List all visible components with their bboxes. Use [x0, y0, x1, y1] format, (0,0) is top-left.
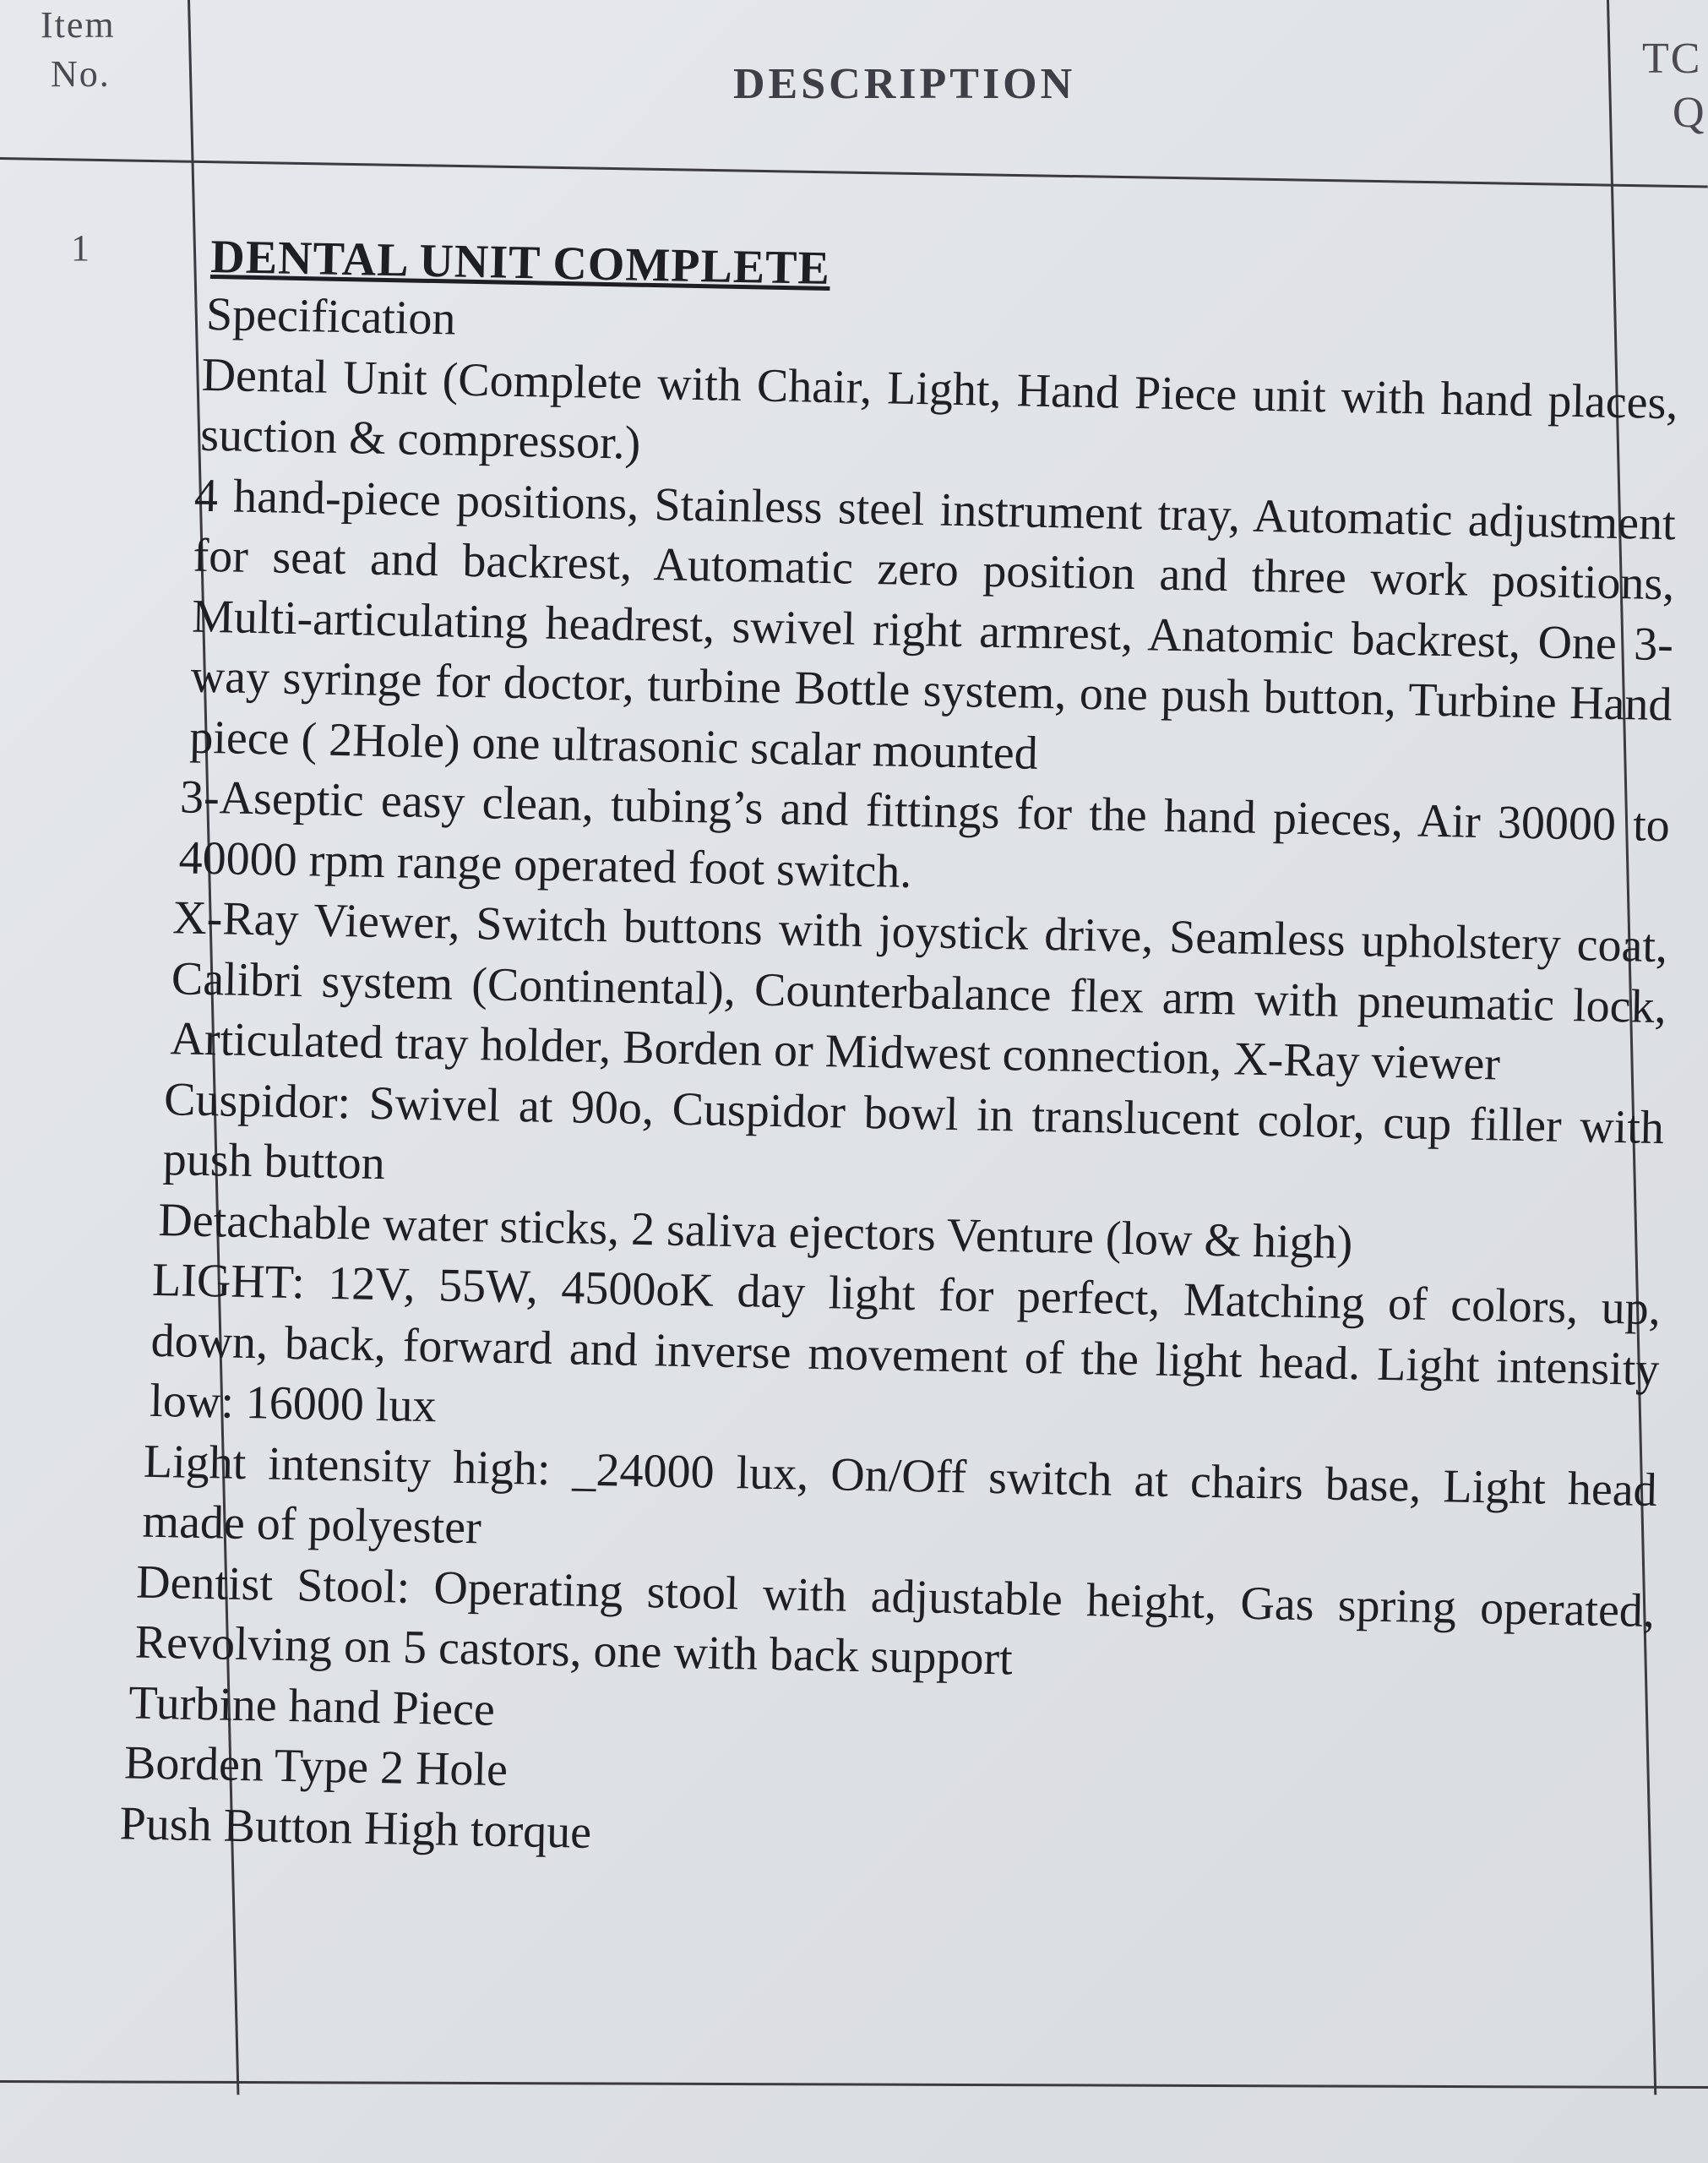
spec-paragraph-x-ray-viewer: X-Ray Viewer, Switch buttons with joystick drive, Seamless upholstery coat, Calibri system (Continental), Counterbalance flex arm with pneumatic lock, Articulated tray holder, Borden or Midwest connection, X-Ray viewer: [169, 891, 1668, 1091]
item-no-header-line1: Item: [41, 4, 116, 46]
spec-paragraph-light: LIGHT: 12V, 55W, 4500oK day light for perfect, Matching of colors, up, down, back, forward and inverse movement of the light head. Light intensity low: 16000 lux: [149, 1253, 1662, 1433]
spec-paragraph-borden-type: Borden Type 2 Hole: [123, 1736, 509, 1797]
item-number: 1: [71, 227, 90, 269]
spec-paragraph-dental-unit: Dental Unit (Complete with Chair, Light, Hand Piece unit with hand places, suction & compressor.): [199, 348, 1678, 470]
specification-heading: Specification: [205, 287, 457, 346]
spec-paragraph-aseptic: 3-Aseptic easy clean, tubing’s and fittings for the hand pieces, Air 30000 to 40000 rpm range operated foot switch.: [178, 771, 1671, 898]
spec-paragraph-detachable-water-sticks: Detachable water sticks, 2 saliva ejectors Venture (low & high): [157, 1193, 1353, 1269]
row-bottom-rule: [0, 2080, 1708, 2089]
spec-paragraph-push-button: Push Button High torque: [119, 1796, 592, 1859]
header-bottom-rule: [0, 157, 1708, 188]
description-cell: [119, 228, 1681, 1883]
spec-paragraph-light-intensity-high: Light intensity high: _24000 lux, On/Off switch at chairs base, Light head made of polyester: [142, 1435, 1658, 1555]
spec-paragraph-hand-piece-positions: 4 hand-piece positions, Stainless steel instrument tray, Automatic adjustment for seat and backrest, Automatic zero position and three work positions, Multi-articulating headrest, swivel right armrest, Anatomic backrest, One 3-way syringe for doctor, turbine Bottle system, one push button, Turbine Hand piece ( 2Hole) one ultrasonic scalar mounted: [188, 469, 1677, 780]
spec-paragraph-turbine-hand-piece: Turbine hand Piece: [128, 1675, 496, 1736]
description-header: DESCRIPTION: [733, 60, 1076, 108]
item-no-header-line2: No.: [51, 53, 111, 95]
right-column-header-line2: Q: [1673, 89, 1706, 137]
spec-paragraph-cuspidor: Cuspidor: Swivel at 90o, Cuspidor bowl in translucent color, cup filler with push button: [162, 1072, 1665, 1190]
spec-paragraph-dentist-stool: Dentist Stool: Operating stool with adjustable height, Gas spring operated, Revolving on 5 castors, one with back support: [134, 1556, 1656, 1686]
item-title: DENTAL UNIT COMPLETE: [209, 230, 831, 296]
right-column-header-line1: TC: [1642, 35, 1702, 83]
